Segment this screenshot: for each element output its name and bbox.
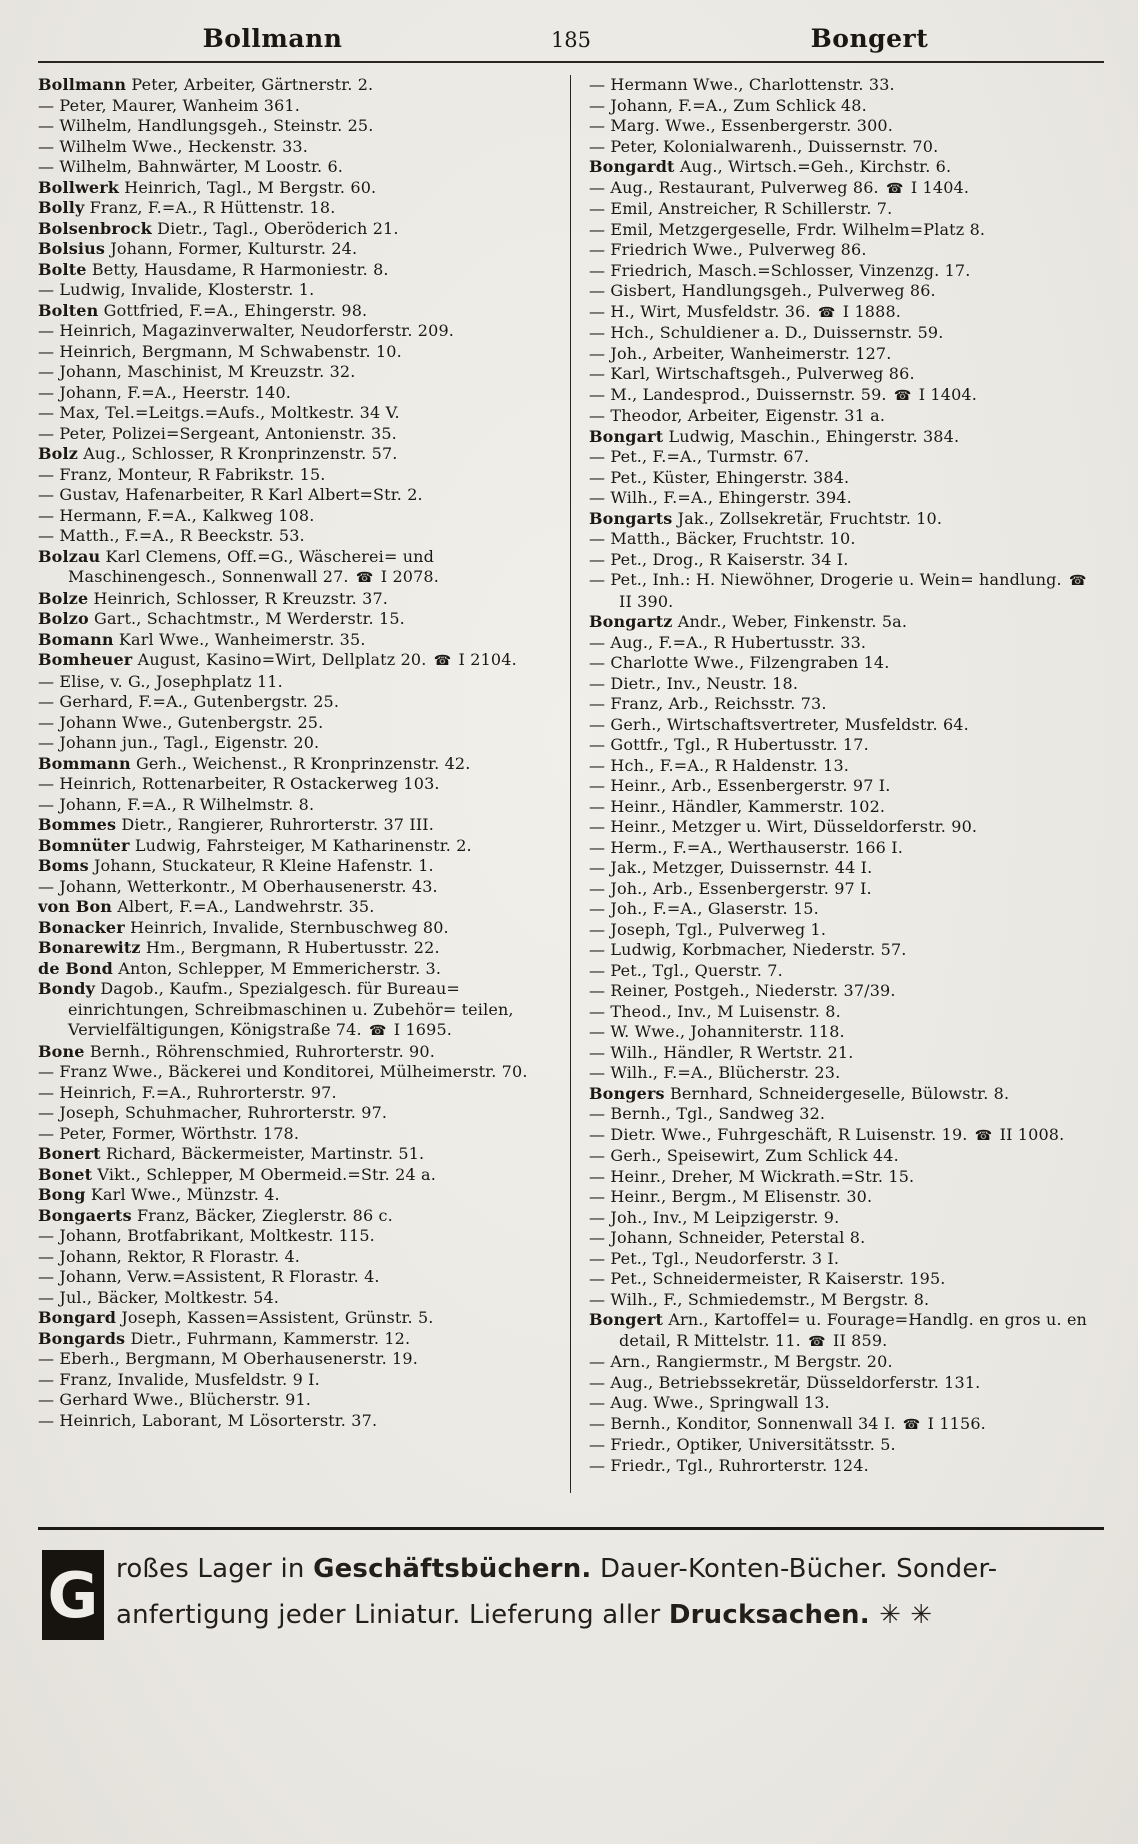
entry-surname: Bongartz	[589, 612, 673, 631]
directory-entry: — Pet., Drog., R Kaiserstr. 34 I.	[589, 549, 849, 569]
directory-entry: Bolzau Karl Clemens, Off.=G., Wäscherei= und Maschinengesch., Sonnenwall 27. ☎ I 2078.	[38, 546, 439, 586]
directory-entry: Bonet Vikt., Schlepper, M Obermeid.=Str. 24 a.	[38, 1164, 436, 1184]
directory-entry: — Johann, Schneider, Peterstal 8.	[589, 1228, 866, 1247]
column-right	[571, 75, 1104, 1493]
directory-entry: — Gisbert, Handlungsgeh., Pulverweg 86.	[589, 281, 936, 300]
directory-entry: — Wilh., Händler, R Wertstr. 21.	[589, 1042, 854, 1062]
directory-entry: Bolly Franz, F.=A., R Hüttenstr. 18.	[38, 198, 336, 217]
directory-entry: — Charlotte Wwe., Filzengraben 14.	[589, 653, 890, 672]
directory-entry: — Friedrich Wwe., Pulverweg 86.	[589, 240, 867, 259]
directory-entry: — Johann, Rektor, R Florastr. 4.	[38, 1246, 301, 1266]
directory-entry: Bonacker Heinrich, Invalide, Sternbuschweg 80.	[38, 917, 449, 937]
entry-surname: Bonet	[38, 1164, 93, 1184]
column-left	[38, 75, 571, 1493]
entry-surname: Bolly	[38, 198, 85, 217]
directory-entry: Bone Bernh., Röhrenschmied, Ruhrorterstr. 90.	[38, 1041, 435, 1061]
directory-entry: — Peter, Maurer, Wanheim 361.	[38, 95, 300, 115]
directory-entry: Bolze Heinrich, Schlosser, R Kreuzstr. 37.	[38, 588, 389, 608]
directory-entry: Bongaerts Franz, Bäcker, Zieglerstr. 86 c.	[38, 1205, 393, 1225]
phone-icon: ☎	[902, 1416, 921, 1433]
directory-entry: — Peter, Former, Wörthstr. 178.	[38, 1123, 300, 1143]
entry-surname: Bongers	[589, 1083, 665, 1103]
entry-surname: Bolten	[38, 300, 99, 320]
directory-entry: — Peter, Kolonialwarenh., Duissernstr. 70.	[589, 136, 939, 156]
directory-entry: Bomheuer August, Kasino=Wirt, Dellplatz 20. ☎ I 2104.	[38, 650, 517, 669]
ad-dropcap-initial: G	[42, 1550, 104, 1640]
directory-entry: Bondy Dagob., Kaufm., Spezialgesch. für Bureau= einrichtungen, Schreibmaschinen u. Zubehör= teilen, Vervielfältigungen, Königstraße 74. ☎ I 1695.	[38, 979, 514, 1039]
phone-icon: ☎	[1069, 573, 1087, 589]
directory-entry: — Jul., Bäcker, Moltkestr. 54.	[38, 1287, 280, 1307]
phone-icon: ☎	[974, 1127, 993, 1144]
header-rule	[38, 61, 1104, 63]
directory-entry: — Theod., Inv., M Luisenstr. 8.	[589, 1001, 841, 1021]
directory-entry: — Ludwig, Korbmacher, Niederstr. 57.	[589, 940, 907, 959]
directory-entry: — M., Landesprod., Duissernstr. 59. ☎ I 1404.	[589, 384, 977, 404]
directory-entry: Bomnüter Ludwig, Fahrsteiger, M Katharinenstr. 2.	[38, 835, 472, 855]
phone-icon: ☎	[355, 570, 374, 586]
directory-entry: — Herm., F.=A., Werthauserstr. 166 I.	[589, 837, 903, 857]
directory-entry: Bolsenbrock Dietr., Tagl., Oberöderich 21.	[38, 218, 399, 238]
page-header	[38, 24, 1104, 61]
directory-entry: — Emil, Anstreicher, R Schillerstr. 7.	[589, 199, 893, 218]
directory-entry: — Ludwig, Invalide, Klosterstr. 1.	[38, 280, 315, 299]
directory-entry: — Heinrich, F.=A., Ruhrorterstr. 97.	[38, 1082, 337, 1102]
ad-text	[116, 1546, 997, 1638]
directory-entry: — Heinrich, Rottenarbeiter, R Ostackerweg 103.	[38, 774, 440, 793]
phone-icon: ☎	[368, 1023, 387, 1039]
directory-entry: Bongarts Jak., Zollsekretär, Fruchtstr. 10.	[589, 508, 943, 528]
directory-entry: Bonert Richard, Bäckermeister, Martinstr. 51.	[38, 1144, 425, 1163]
directory-entry: Bollmann Peter, Arbeiter, Gärtnerstr. 2.	[38, 75, 374, 94]
entry-surname: Bolzau	[38, 546, 101, 566]
directory-entry: — Theodor, Arbeiter, Eigenstr. 31 a.	[589, 406, 886, 425]
directory-entry: — Jak., Metzger, Duissernstr. 44 I.	[589, 858, 873, 877]
directory-entry: Bongardt Aug., Wirtsch.=Geh., Kirchstr. 6.	[589, 157, 952, 176]
directory-entry: — Gerh., Wirtschaftsvertreter, Musfeldstr. 64.	[589, 714, 969, 734]
entry-surname: Bolsius	[38, 239, 106, 258]
directory-entry: Bongers Bernhard, Schneidergeselle, Bülowstr. 8.	[589, 1083, 1010, 1103]
entry-surname: Bollwerk	[38, 177, 120, 197]
entry-surname: Bondy	[38, 979, 96, 998]
directory-entry: Bolsius Johann, Former, Kulturstr. 24.	[38, 239, 358, 258]
entry-surname: Bongards	[38, 1328, 126, 1348]
entry-surname: Bongaerts	[38, 1205, 132, 1225]
entry-surname: Bongarts	[589, 508, 673, 528]
entry-surname: Bolze	[38, 588, 89, 608]
directory-entry: — Johann Wwe., Gutenbergstr. 25.	[38, 712, 324, 732]
entry-surname: Bommann	[38, 753, 131, 773]
directory-columns	[38, 75, 1104, 1493]
directory-entry: von Bon Albert, F.=A., Landwehrstr. 35.	[38, 897, 375, 916]
directory-entry: — W. Wwe., Johanniterstr. 118.	[589, 1022, 845, 1041]
directory-entry: Bollwerk Heinrich, Tagl., M Bergstr. 60.	[38, 177, 377, 197]
directory-entry: — Matth., Bäcker, Fruchtstr. 10.	[589, 529, 856, 548]
directory-entry: — Joh., Arbeiter, Wanheimerstr. 127.	[589, 343, 892, 363]
directory-entry: — Pet., Schneidermeister, R Kaiserstr. 195.	[589, 1269, 946, 1288]
directory-entry: Bonarewitz Hm., Bergmann, R Hubertusstr. 22.	[38, 938, 440, 957]
header-left-keyword: Bollmann	[202, 24, 343, 53]
entry-surname: Bomheuer	[38, 650, 133, 669]
directory-entry: Bolz Aug., Schlosser, R Kronprinzenstr. 57.	[38, 444, 398, 463]
header-right-keyword: Bongert	[810, 24, 929, 53]
entry-surname: Bong	[38, 1185, 86, 1204]
directory-entry: — Johann, F.=A., R Wilhelmstr. 8.	[38, 794, 315, 814]
directory-entry: — Gerh., Speisewirt, Zum Schlick 44.	[589, 1146, 899, 1165]
directory-entry: — Johann, Brotfabrikant, Moltkestr. 115.	[38, 1226, 375, 1245]
directory-entry: — Arn., Rangiermstr., M Bergstr. 20.	[589, 1352, 893, 1371]
directory-entry: — Peter, Polizei=Sergeant, Antonienstr. 35.	[38, 423, 397, 443]
directory-entry: — Johann, Maschinist, M Kreuzstr. 32.	[38, 362, 356, 381]
directory-entry: — Aug. Wwe., Springwall 13.	[589, 1393, 830, 1412]
directory-entry: Bommes Dietr., Rangierer, Ruhrorterstr. 37 III.	[38, 815, 434, 834]
entry-surname: Bolzo	[38, 609, 89, 628]
entry-surname: Bonert	[38, 1144, 101, 1163]
directory-entry: — Gerhard Wwe., Blücherstr. 91.	[38, 1390, 312, 1409]
directory-entry: — Matth., F.=A., R Beeckstr. 53.	[38, 526, 305, 545]
footer-advertisement	[38, 1546, 1104, 1640]
ad-text-segment: roßes Lager in	[116, 1554, 314, 1584]
directory-entry: — Wilhelm Wwe., Heckenstr. 33.	[38, 136, 308, 156]
directory-entry: — Pet., Küster, Ehingerstr. 384.	[589, 467, 850, 487]
directory-entry: — Elise, v. G., Josephplatz 11.	[38, 671, 283, 691]
ad-line-2	[116, 1592, 997, 1638]
directory-entry: de Bond Anton, Schlepper, M Emmericherstr. 3.	[38, 958, 442, 978]
directory-entry: — Joh., Arb., Essenbergerstr. 97 I.	[589, 878, 872, 898]
entry-surname: Bolz	[38, 444, 78, 463]
directory-entry: — Pet., Inh.: H. Niewöhner, Drogerie u. Wein= handlung. ☎ II 390.	[589, 570, 1087, 611]
directory-entry: — Hch., Schuldiener a. D., Duissernstr. 59.	[589, 323, 944, 342]
footer-rule	[38, 1527, 1104, 1530]
entry-surname: Bone	[38, 1041, 85, 1061]
entry-surname: Bolte	[38, 259, 87, 279]
phone-icon: ☎	[893, 387, 912, 404]
directory-entry: — Bernh., Tgl., Sandweg 32.	[589, 1104, 826, 1123]
directory-entry: — Emil, Metzgergeselle, Frdr. Wilhelm=Platz 8.	[589, 219, 986, 239]
directory-entry: — Heinr., Händler, Kammerstr. 102.	[589, 796, 886, 816]
page-number: 185	[550, 28, 592, 52]
directory-entry: — Johann, F.=A., Zum Schlick 48.	[589, 95, 867, 115]
directory-entry: — Heinr., Metzger u. Wirt, Düsseldorferstr. 90.	[589, 817, 978, 836]
directory-entry: — Hermann Wwe., Charlottenstr. 33.	[589, 75, 895, 94]
phone-icon: ☎	[433, 653, 452, 669]
entry-surname: Bongert	[589, 1310, 664, 1329]
entry-surname: de Bond	[38, 958, 114, 978]
directory-entry: — Dietr. Wwe., Fuhrgeschäft, R Luisenstr. 19. ☎ II 1008.	[589, 1124, 1065, 1144]
directory-entry: — Aug., Restaurant, Pulverweg 86. ☎ I 1404.	[589, 177, 970, 197]
ad-text-segment: Drucksachen.	[668, 1600, 870, 1630]
directory-entry: — Wilh., F.=A., Ehingerstr. 394.	[589, 488, 852, 507]
ad-line-1	[116, 1546, 997, 1592]
entry-surname: Bongart	[589, 426, 664, 446]
ad-text-segment: anfertigung jeder Liniatur. Lieferung aller	[116, 1600, 669, 1630]
ad-text-segment: ✳ ✳	[869, 1600, 933, 1630]
phone-icon: ☎	[817, 304, 836, 321]
directory-entry: Bongart Ludwig, Maschin., Ehingerstr. 384.	[589, 426, 960, 446]
directory-entry: Bongartz Andr., Weber, Finkenstr. 5a.	[589, 612, 908, 631]
directory-entry: — Friedr., Optiker, Universitätsstr. 5.	[589, 1435, 896, 1454]
entry-surname: Bollmann	[38, 75, 127, 94]
directory-entry: — Marg. Wwe., Essenbergerstr. 300.	[589, 116, 893, 135]
entry-surname: Bongard	[38, 1308, 117, 1327]
directory-entry: — Joh., Inv., M Leipzigerstr. 9.	[589, 1207, 840, 1227]
directory-entry: — Heinrich, Magazinverwalter, Neudorferstr. 209.	[38, 321, 455, 340]
directory-entry: — Johann, Verw.=Assistent, R Florastr. 4.	[38, 1267, 380, 1286]
entry-surname: Bomann	[38, 629, 114, 649]
directory-entry: — Heinr., Arb., Essenbergerstr. 97 I.	[589, 776, 891, 795]
directory-entry: — Heinrich, Bergmann, M Schwabenstr. 10.	[38, 341, 402, 361]
directory-entry: — Wilhelm, Bahnwärter, M Loostr. 6.	[38, 157, 344, 176]
directory-entry: — Franz, Arb., Reichsstr. 73.	[589, 694, 827, 713]
phone-icon: ☎	[808, 1333, 826, 1350]
directory-entry: — H., Wirt, Musfeldstr. 36. ☎ I 1888.	[589, 301, 902, 321]
directory-entry: — Johann jun., Tagl., Eigenstr. 20.	[38, 733, 320, 752]
directory-entry: — Dietr., Inv., Neustr. 18.	[589, 673, 799, 693]
directory-entry: Bolzo Gart., Schachtmstr., M Werderstr. 15.	[38, 609, 405, 628]
directory-entry: Bongard Joseph, Kassen=Assistent, Grünstr. 5.	[38, 1308, 434, 1327]
directory-entry: — Gerhard, F.=A., Gutenbergstr. 25.	[38, 692, 340, 711]
directory-entry: Boms Johann, Stuckateur, R Kleine Hafenstr. 1.	[38, 856, 434, 875]
entry-surname: Boms	[38, 856, 89, 875]
directory-entry: — Heinr., Bergm., M Elisenstr. 30.	[589, 1187, 873, 1206]
directory-entry: — Wilh., F.=A., Blücherstr. 23.	[589, 1063, 841, 1082]
ad-text-segment: Dauer-Konten-Bücher. Sonder-	[591, 1554, 998, 1584]
ad-text-segment: Geschäftsbüchern.	[313, 1554, 592, 1584]
directory-entry: — Wilhelm, Handlungsgeh., Steinstr. 25.	[38, 116, 374, 135]
directory-entry: — Friedrich, Masch.=Schlosser, Vinzenzg. 17.	[589, 260, 971, 280]
entry-surname: Bongardt	[589, 157, 675, 176]
phone-icon: ☎	[886, 180, 904, 197]
directory-entry: — Eberh., Bergmann, M Oberhausenerstr. 19.	[38, 1349, 418, 1368]
directory-entry: Bommann Gerh., Weichenst., R Kronprinzenstr. 42.	[38, 753, 471, 773]
directory-entry: — Aug., Betriebssekretär, Düsseldorferstr. 131.	[589, 1372, 981, 1392]
directory-entry: — Johann, Wetterkontr., M Oberhausenerstr. 43.	[38, 876, 438, 896]
directory-entry: — Franz, Monteur, R Fabrikstr. 15.	[38, 464, 326, 484]
directory-entry: — Franz, Invalide, Musfeldstr. 9 I.	[38, 1369, 320, 1389]
directory-entry: — Hermann, F.=A., Kalkweg 108.	[38, 505, 315, 525]
directory-entry: — Hch., F.=A., R Haldenstr. 13.	[589, 755, 850, 775]
directory-entry: — Joh., F.=A., Glaserstr. 15.	[589, 899, 819, 918]
directory-entry: — Wilh., F., Schmiedemstr., M Bergstr. 8.	[589, 1289, 930, 1309]
directory-entry: — Pet., Tgl., Querstr. 7.	[589, 960, 783, 980]
entry-surname: Bommes	[38, 815, 117, 834]
directory-entry: Bongert Arn., Kartoffel= u. Fourage=Handlg. en gros u. en detail, R Mittelstr. 11. ☎ II 859.	[589, 1310, 1088, 1350]
directory-entry: — Reiner, Postgeh., Niederstr. 37/39.	[589, 981, 896, 1000]
entry-surname: Bonacker	[38, 917, 125, 937]
directory-entry: — Heinrich, Laborant, M Lösorterstr. 37.	[38, 1410, 378, 1430]
directory-entry: — Heinr., Dreher, M Wickrath.=Str. 15.	[589, 1166, 915, 1186]
directory-entry: — Gottfr., Tgl., R Hubertusstr. 17.	[589, 735, 869, 754]
directory-entry: — Gustav, Hafenarbeiter, R Karl Albert=Str. 2.	[38, 485, 423, 504]
entry-surname: Bolsenbrock	[38, 218, 152, 238]
directory-entry: — Friedr., Tgl., Ruhrorterstr. 124.	[589, 1455, 869, 1475]
directory-entry: — Karl, Wirtschaftsgeh., Pulverweg 86.	[589, 364, 915, 383]
directory-entry: Bomann Karl Wwe., Wanheimerstr. 35.	[38, 629, 366, 649]
directory-entry: — Franz Wwe., Bäckerei und Konditorei, Mülheimerstr. 70.	[38, 1062, 528, 1081]
directory-entry: Bongards Dietr., Fuhrmann, Kammerstr. 12.	[38, 1328, 411, 1348]
directory-entry: Bolten Gottfried, F.=A., Ehingerstr. 98.	[38, 300, 368, 320]
directory-entry: — Joseph, Schuhmacher, Ruhrorterstr. 97.	[38, 1103, 388, 1122]
entry-surname: von Bon	[38, 897, 113, 916]
directory-entry: — Johann, F.=A., Heerstr. 140.	[38, 382, 292, 402]
entry-surname: Bonarewitz	[38, 938, 141, 957]
directory-entry: — Aug., F.=A., R Hubertusstr. 33.	[589, 632, 867, 652]
directory-entry: — Max, Tel.=Leitgs.=Aufs., Moltkestr. 34 V.	[38, 403, 400, 422]
directory-entry: — Pet., F.=A., Turmstr. 67.	[589, 447, 810, 466]
directory-entry: — Bernh., Konditor, Sonnenwall 34 I. ☎ I 1156.	[589, 1413, 986, 1433]
directory-entry: — Joseph, Tgl., Pulverweg 1.	[589, 919, 827, 939]
directory-entry: Bolte Betty, Hausdame, R Harmoniestr. 8.	[38, 259, 389, 279]
directory-entry: — Pet., Tgl., Neudorferstr. 3 I.	[589, 1248, 840, 1268]
entry-surname: Bomnüter	[38, 835, 130, 855]
directory-entry: Bong Karl Wwe., Münzstr. 4.	[38, 1185, 280, 1204]
